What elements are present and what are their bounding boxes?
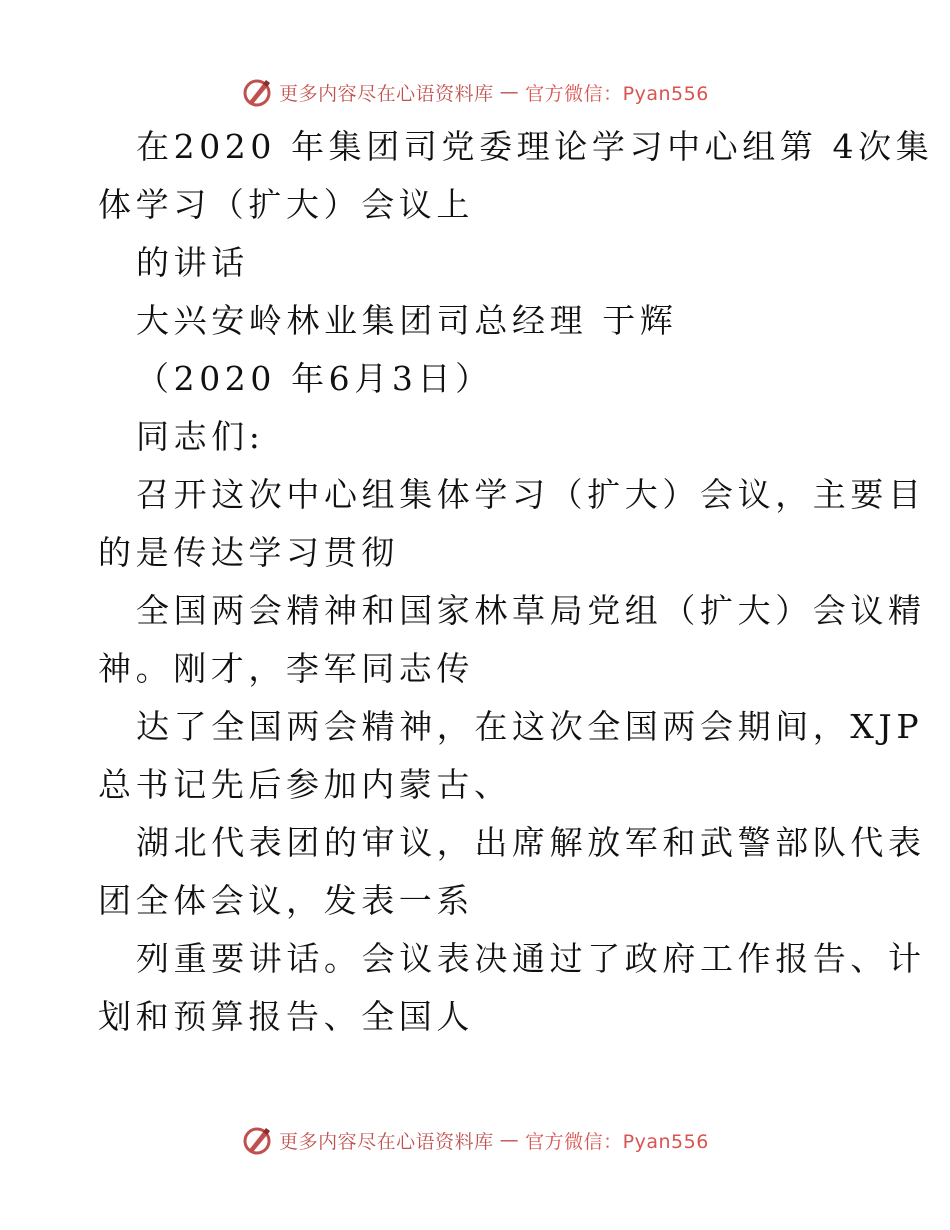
doc-line: 总书记先后参加内蒙古、 [98, 765, 512, 804]
doc-line: 团全体会议，发表一系 [98, 881, 474, 920]
doc-line: 划和预算报告、全国人 [98, 997, 474, 1036]
doc-line: 全国两会精神和国家林草局党组（扩大）会议精 [136, 591, 926, 630]
watermark-footer [0, 1120, 950, 1160]
doc-line: 在2020 年集团司党委理论学习中心组第 4次集 [136, 127, 934, 166]
watermark-content [241, 1124, 709, 1156]
watermark-separator: — [499, 81, 520, 103]
doc-line: （2020 年6月3日） [136, 359, 493, 398]
doc-line: 湖北代表团的审议，出席解放军和武警部队代表 [136, 823, 926, 862]
watermark-wechat-text: 官方微信：Pyan556 [525, 1130, 709, 1153]
doc-line: 召开这次中心组集体学习（扩大）会议，主要目 [136, 475, 926, 514]
pen-circle-icon [241, 76, 273, 108]
doc-line: 同志们: [136, 417, 265, 456]
document-body [98, 118, 934, 1046]
doc-line: 列重要讲话。会议表决通过了政府工作报告、计 [136, 939, 926, 978]
watermark-main-text: 更多内容尽在心语资料库 [279, 1130, 494, 1153]
watermark-main-text: 更多内容尽在心语资料库 [279, 82, 494, 105]
watermark-content [241, 76, 709, 108]
pen-circle-icon [241, 1124, 273, 1156]
watermark-header [0, 72, 950, 112]
watermark-wechat-text: 官方微信：Pyan556 [525, 82, 709, 105]
doc-line: 的是传达学习贯彻 [98, 533, 399, 572]
doc-line: 的讲话 [136, 243, 249, 282]
doc-line: 大兴安岭林业集团司总经理 于辉 [136, 301, 678, 340]
doc-line: 体学习（扩大）会议上 [98, 185, 474, 224]
doc-line: 达了全国两会精神，在这次全国两会期间，XJP [136, 707, 924, 746]
watermark-separator: — [499, 1129, 520, 1151]
doc-line: 神。刚才，李军同志传 [98, 649, 474, 688]
